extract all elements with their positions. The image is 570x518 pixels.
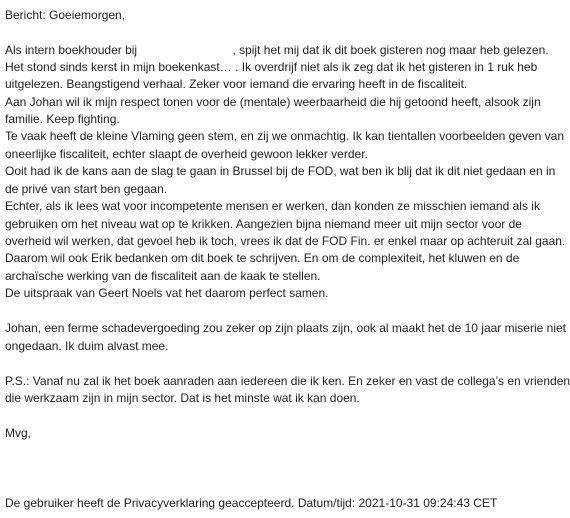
paragraph-1-line: Aan Johan wil ik mijn respect tonen voor de (mentale) weerbaarheid die hij getoond heeft, alsook zijn <box>5 95 541 109</box>
message-subject: Bericht: Goeiemorgen, <box>5 8 126 22</box>
paragraph-1-line: overheid wil werken, dat gevoel heb ik toch, vrees ik dat de FOD Fin. er enkel maar op achteruit zal gaan. <box>5 234 566 248</box>
paragraph-1-line: uitgelezen. Beangstigend verhaal. Zeker voor iemand die ervaring heeft in de fiscaliteit. <box>5 77 468 91</box>
privacy-footer: De gebruiker heeft de Privacyverklaring geaccepteerd. Datum/tijd: 2021-10-31 09:24:43 CET <box>5 496 498 510</box>
paragraph-1-line: Echter, als ik lees wat voor incompetente mensen er werken, dan konden ze misschien iemand als ik <box>5 199 540 213</box>
paragraph-1-line: Daarom wil ook Erik bedanken om dit boek te schrijven. En om de complexiteit, het kluwen en de <box>5 251 520 265</box>
paragraph-1-line: archaïsche werking van de fiscaliteit aan de kaak te stellen. <box>5 269 321 283</box>
paragraph-1-line: Te vaak heeft de kleine Vlaming geen stem, en zij we onmachtig. Ik kan tientallen voorbeelden geven van <box>5 129 565 143</box>
line-text: Als intern boekhouder bij <box>5 43 141 57</box>
paragraph-1-line-1 <box>5 42 549 59</box>
paragraph-1-line: de privé van start ben gegaan. <box>5 182 168 196</box>
paragraph-3-line: P.S.: Vanaf nu zal ik het boek aanraden aan iedereen die ik ken. En zeker en vast de collega’s en vrienden <box>5 374 570 388</box>
closing-greeting: Mvg, <box>5 426 32 440</box>
paragraph-1-line: Ooit had ik de kans aan de slag te gaan in Brussel bij de FOD, wat ben ik blij dat ik dit niet gedaan en in <box>5 164 556 178</box>
paragraph-1-line: familie. Keep fighting. <box>5 112 120 126</box>
paragraph-2-line: ongedaan. Ik duim alvast mee. <box>5 339 169 353</box>
paragraph-1-line: oneerlijke fiscaliteit, echter slaapt de overheid gewoon lekker verder. <box>5 147 368 161</box>
paragraph-3-line: die werkzaam zijn in mijn sector. Dat is het minste wat ik kan doen. <box>5 391 360 405</box>
paragraph-1-line: gebruiken om het niveau wat op te krikken. Aangezien bijna niemand meer uit mijn sector voor de <box>5 217 522 231</box>
paragraph-1-line: Het stond sinds kerst in mijn boekenkast… . Ik overdrijf niet als ik zeg dat ik het gisteren in 1 ruk heb <box>5 60 538 74</box>
paragraph-2-line: Johan, een ferme schadevergoeding zou zeker op zijn plaats zijn, ook al maakt het de 10 jaar miserie niet <box>5 321 566 335</box>
paragraph-1-line: De uitspraak van Geert Noels vat het daarom perfect samen. <box>5 286 329 300</box>
line-text: , spijt het mij dat ik dit boek gisteren nog maar heb gelezen. <box>232 43 549 57</box>
